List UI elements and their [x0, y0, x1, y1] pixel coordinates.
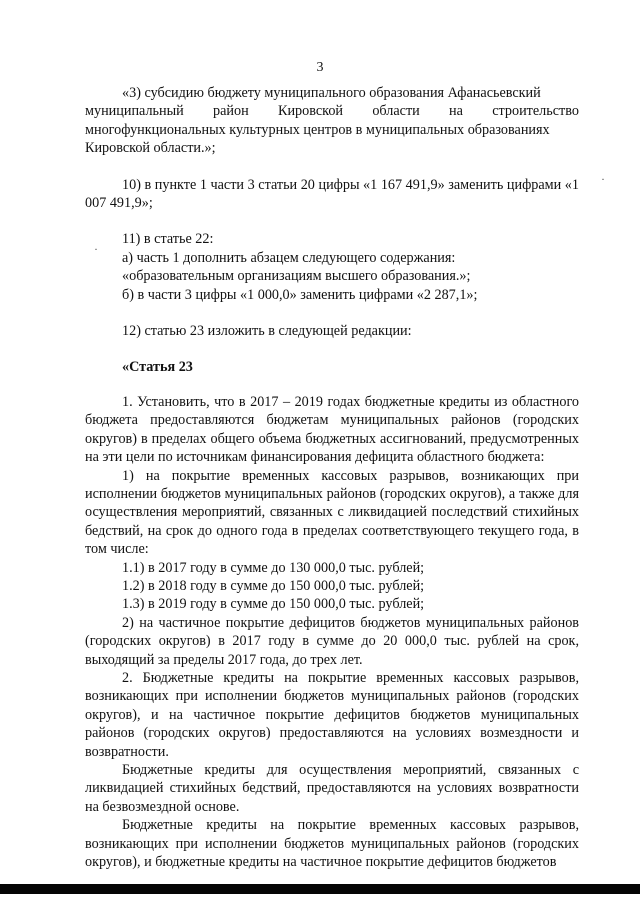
- article-clause-2-disaster: Бюджетные кредиты для осуществления мероприятий, связанных с ликвидацией стихийных бедствий, предоставляются на условиях возвратности на безвозмездной основе.: [85, 762, 579, 815]
- paragraph-item-10: 10) в пункте 1 части 3 статьи 20 цифры «1 167 491,9» заменить цифрами «1 007 491,9»;: [85, 176, 579, 212]
- paragraph-subsidy-line-2: [85, 102, 579, 120]
- article-heading: «Статья 23: [122, 359, 193, 376]
- paragraph-item-12: 12) статью 23 изложить в следующей редакции:: [122, 323, 412, 340]
- word: на: [449, 103, 463, 120]
- paragraph-item-11a: а) часть 1 дополнить абзацем следующего содержания:: [122, 249, 456, 266]
- paragraph-subsidy-rest: многофункциональных культурных центров в муниципальных образованиях Кировской области.»;: [85, 121, 550, 157]
- paragraph-item-11: 11) в статье 22:: [122, 231, 214, 248]
- document-body: [85, 84, 579, 871]
- article-clause-1-1-2: 1.2) в 2018 году в сумме до 150 000,0 тыс. рублей;: [122, 577, 425, 594]
- article-clause-1: 1. Установить, что в 2017 – 2019 годах бюджетные кредиты из областного бюджета предоставляются бюджетам муниципальных районов (городских округов) в пределах общего объема бюджетных ассигнований, предусмотренных на эти цели по источникам финансирования дефицита областного бюджета:: [85, 393, 579, 466]
- scan-bottom-edge: [0, 884, 640, 894]
- scan-speck: ·: [601, 172, 605, 186]
- article-clause-2-conditions: Бюджетные кредиты на покрытие временных кассовых разрывов, возникающих при исполнении бюджетов муниципальных районов (городских округов), и бюджетные кредиты на частичное покрытие дефицитов бюджетов: [85, 817, 579, 871]
- page-number: 3: [316, 60, 324, 75]
- word: Кировской: [278, 103, 344, 120]
- article-clause-2: 2. Бюджетные кредиты на покрытие временных кассовых разрывов, возникающих при исполнении бюджетов муниципальных районов (городских округов), и на частичное покрытие дефицитов бюджетов муниципальных районов (городских округов) предоставляются на условиях возмездности и возвратности.: [85, 669, 579, 760]
- word: район: [213, 103, 249, 120]
- paragraph-item-11b: б) в части 3 цифры «1 000,0» заменить цифрами «2 287,1»;: [122, 286, 478, 303]
- scan-speck: ·: [94, 242, 98, 256]
- article-clause-1-1-1: 1.1) в 2017 году в сумме до 130 000,0 тыс. рублей;: [122, 559, 425, 576]
- word: области: [372, 103, 420, 120]
- article-clause-1-2: 2) на частичное покрытие дефицитов бюджетов муниципальных районов (городских округов) в 2017 году в сумме до 20 000,0 тыс. рублей на срок, выходящий за пределы 2017 года, до трех лет.: [85, 614, 579, 668]
- paragraph-item-11a-text: «образовательным организациям высшего образования.»;: [122, 268, 471, 285]
- article-clause-1-1-3: 1.3) в 2019 году в сумме до 150 000,0 тыс. рублей;: [122, 596, 425, 613]
- paragraph-subsidy-line-1: «3) субсидию бюджету муниципального образования Афанасьевский: [122, 85, 541, 101]
- article-clause-1-1: 1) на покрытие временных кассовых разрывов, возникающих при исполнении бюджетов муниципальных районов (городских округов), а также для осуществления мероприятий, связанных с ликвидацией последствий стихийных бедствий, на срок до одного года в пределах соответствующего текущего года, в том числе:: [85, 467, 579, 558]
- word: муниципальный: [85, 103, 184, 120]
- word: строительство: [492, 103, 579, 120]
